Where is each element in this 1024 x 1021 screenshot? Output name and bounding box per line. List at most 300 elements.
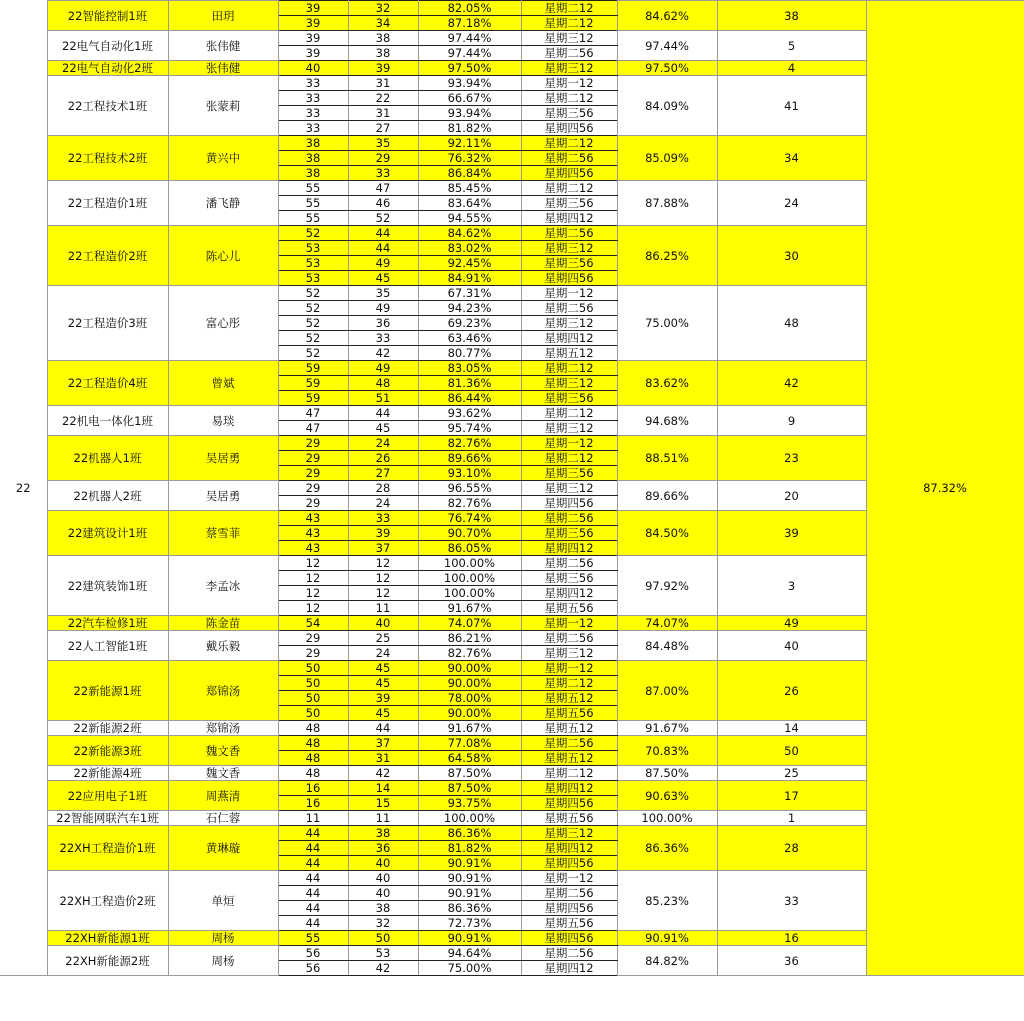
- class-name-cell[interactable]: 22汽车检修1班: [47, 616, 168, 631]
- enrolled-count-cell[interactable]: 52: [278, 316, 348, 331]
- present-count-cell[interactable]: 39: [348, 691, 418, 706]
- rank-cell[interactable]: 40: [717, 631, 866, 661]
- present-count-cell[interactable]: 44: [348, 721, 418, 736]
- class-name-cell[interactable]: 22电气自动化2班: [47, 61, 168, 76]
- present-count-cell[interactable]: 32: [348, 1, 418, 16]
- enrolled-count-cell[interactable]: 53: [278, 256, 348, 271]
- present-count-cell[interactable]: 38: [348, 901, 418, 916]
- present-count-cell[interactable]: 34: [348, 16, 418, 31]
- session-time-cell[interactable]: 星期三56: [521, 196, 617, 211]
- teacher-cell[interactable]: 郑锦汤: [168, 661, 278, 721]
- class-average-rate-cell[interactable]: 83.62%: [617, 361, 717, 406]
- present-count-cell[interactable]: 37: [348, 736, 418, 751]
- present-count-cell[interactable]: 44: [348, 241, 418, 256]
- enrolled-count-cell[interactable]: 44: [278, 826, 348, 841]
- class-average-rate-cell[interactable]: 87.88%: [617, 181, 717, 226]
- class-name-cell[interactable]: 22机器人2班: [47, 481, 168, 511]
- attendance-rate-cell[interactable]: 66.67%: [418, 91, 521, 106]
- rank-cell[interactable]: 33: [717, 871, 866, 931]
- class-average-rate-cell[interactable]: 86.25%: [617, 226, 717, 286]
- attendance-rate-cell[interactable]: 83.02%: [418, 241, 521, 256]
- teacher-cell[interactable]: 易琰: [168, 406, 278, 436]
- class-average-rate-cell[interactable]: 88.51%: [617, 436, 717, 481]
- present-count-cell[interactable]: 38: [348, 826, 418, 841]
- class-average-rate-cell[interactable]: 84.50%: [617, 511, 717, 556]
- present-count-cell[interactable]: 47: [348, 181, 418, 196]
- enrolled-count-cell[interactable]: 39: [278, 46, 348, 61]
- class-name-cell[interactable]: 22工程造价3班: [47, 286, 168, 361]
- session-time-cell[interactable]: 星期二12: [521, 181, 617, 196]
- teacher-cell[interactable]: 郑锦汤: [168, 721, 278, 736]
- attendance-rate-cell[interactable]: 97.44%: [418, 46, 521, 61]
- session-time-cell[interactable]: 星期四12: [521, 331, 617, 346]
- attendance-rate-cell[interactable]: 77.08%: [418, 736, 521, 751]
- class-average-rate-cell[interactable]: 84.48%: [617, 631, 717, 661]
- teacher-cell[interactable]: 周燕清: [168, 781, 278, 811]
- enrolled-count-cell[interactable]: 56: [278, 946, 348, 961]
- present-count-cell[interactable]: 36: [348, 316, 418, 331]
- enrolled-count-cell[interactable]: 54: [278, 616, 348, 631]
- rank-cell[interactable]: 24: [717, 181, 866, 226]
- class-name-cell[interactable]: 22智能网联汽车1班: [47, 811, 168, 826]
- present-count-cell[interactable]: 12: [348, 556, 418, 571]
- rank-cell[interactable]: 1: [717, 811, 866, 826]
- enrolled-count-cell[interactable]: 55: [278, 181, 348, 196]
- session-time-cell[interactable]: 星期二12: [521, 1, 617, 16]
- attendance-rate-cell[interactable]: 76.32%: [418, 151, 521, 166]
- class-average-rate-cell[interactable]: 84.62%: [617, 1, 717, 31]
- attendance-rate-cell[interactable]: 83.05%: [418, 361, 521, 376]
- attendance-rate-cell[interactable]: 87.50%: [418, 766, 521, 781]
- rank-cell[interactable]: 41: [717, 76, 866, 136]
- present-count-cell[interactable]: 29: [348, 151, 418, 166]
- present-count-cell[interactable]: 40: [348, 616, 418, 631]
- present-count-cell[interactable]: 42: [348, 346, 418, 361]
- enrolled-count-cell[interactable]: 55: [278, 196, 348, 211]
- attendance-rate-cell[interactable]: 89.66%: [418, 451, 521, 466]
- rank-cell[interactable]: 38: [717, 1, 866, 31]
- present-count-cell[interactable]: 33: [348, 166, 418, 181]
- class-name-cell[interactable]: 22工程技术1班: [47, 76, 168, 136]
- rank-cell[interactable]: 23: [717, 436, 866, 481]
- session-time-cell[interactable]: 星期四12: [521, 781, 617, 796]
- rank-cell[interactable]: 5: [717, 31, 866, 61]
- class-average-rate-cell[interactable]: 85.23%: [617, 871, 717, 931]
- rank-cell[interactable]: 30: [717, 226, 866, 286]
- enrolled-count-cell[interactable]: 38: [278, 151, 348, 166]
- enrolled-count-cell[interactable]: 44: [278, 901, 348, 916]
- session-time-cell[interactable]: 星期二56: [521, 631, 617, 646]
- present-count-cell[interactable]: 12: [348, 571, 418, 586]
- rank-cell[interactable]: 17: [717, 781, 866, 811]
- attendance-rate-cell[interactable]: 86.84%: [418, 166, 521, 181]
- class-name-cell[interactable]: 22新能源1班: [47, 661, 168, 721]
- attendance-rate-cell[interactable]: 69.23%: [418, 316, 521, 331]
- present-count-cell[interactable]: 45: [348, 421, 418, 436]
- enrolled-count-cell[interactable]: 43: [278, 541, 348, 556]
- session-time-cell[interactable]: 星期二12: [521, 451, 617, 466]
- session-time-cell[interactable]: 星期二56: [521, 226, 617, 241]
- enrolled-count-cell[interactable]: 33: [278, 121, 348, 136]
- enrolled-count-cell[interactable]: 48: [278, 766, 348, 781]
- present-count-cell[interactable]: 38: [348, 46, 418, 61]
- teacher-cell[interactable]: 张伟健: [168, 31, 278, 61]
- teacher-cell[interactable]: 戴乐毅: [168, 631, 278, 661]
- class-average-rate-cell[interactable]: 84.82%: [617, 946, 717, 976]
- attendance-rate-cell[interactable]: 93.94%: [418, 76, 521, 91]
- enrolled-count-cell[interactable]: 33: [278, 106, 348, 121]
- class-name-cell[interactable]: 22机器人1班: [47, 436, 168, 481]
- present-count-cell[interactable]: 26: [348, 451, 418, 466]
- attendance-rate-cell[interactable]: 90.00%: [418, 661, 521, 676]
- rank-cell[interactable]: 36: [717, 946, 866, 976]
- session-time-cell[interactable]: 星期五12: [521, 751, 617, 766]
- attendance-rate-cell[interactable]: 90.00%: [418, 706, 521, 721]
- present-count-cell[interactable]: 14: [348, 781, 418, 796]
- present-count-cell[interactable]: 33: [348, 511, 418, 526]
- attendance-rate-cell[interactable]: 94.64%: [418, 946, 521, 961]
- session-time-cell[interactable]: 星期三12: [521, 376, 617, 391]
- enrolled-count-cell[interactable]: 52: [278, 331, 348, 346]
- present-count-cell[interactable]: 42: [348, 766, 418, 781]
- class-name-cell[interactable]: 22XH工程造价1班: [47, 826, 168, 871]
- attendance-rate-cell[interactable]: 100.00%: [418, 811, 521, 826]
- enrolled-count-cell[interactable]: 59: [278, 361, 348, 376]
- enrolled-count-cell[interactable]: 55: [278, 211, 348, 226]
- attendance-rate-cell[interactable]: 100.00%: [418, 586, 521, 601]
- attendance-rate-cell[interactable]: 90.91%: [418, 856, 521, 871]
- enrolled-count-cell[interactable]: 43: [278, 511, 348, 526]
- present-count-cell[interactable]: 24: [348, 496, 418, 511]
- enrolled-count-cell[interactable]: 53: [278, 241, 348, 256]
- present-count-cell[interactable]: 15: [348, 796, 418, 811]
- attendance-rate-cell[interactable]: 97.44%: [418, 31, 521, 46]
- session-time-cell[interactable]: 星期三12: [521, 316, 617, 331]
- attendance-rate-cell[interactable]: 74.07%: [418, 616, 521, 631]
- rank-cell[interactable]: 14: [717, 721, 866, 736]
- attendance-rate-cell[interactable]: 96.55%: [418, 481, 521, 496]
- session-time-cell[interactable]: 星期三12: [521, 481, 617, 496]
- teacher-cell[interactable]: 潘飞静: [168, 181, 278, 226]
- attendance-rate-cell[interactable]: 91.67%: [418, 721, 521, 736]
- teacher-cell[interactable]: 李孟冰: [168, 556, 278, 616]
- class-average-rate-cell[interactable]: 90.91%: [617, 931, 717, 946]
- rank-cell[interactable]: 28: [717, 826, 866, 871]
- enrolled-count-cell[interactable]: 29: [278, 496, 348, 511]
- class-average-rate-cell[interactable]: 97.92%: [617, 556, 717, 616]
- session-time-cell[interactable]: 星期三12: [521, 31, 617, 46]
- session-time-cell[interactable]: 星期二12: [521, 136, 617, 151]
- rank-cell[interactable]: 48: [717, 286, 866, 361]
- present-count-cell[interactable]: 49: [348, 301, 418, 316]
- enrolled-count-cell[interactable]: 12: [278, 601, 348, 616]
- session-time-cell[interactable]: 星期三56: [521, 526, 617, 541]
- class-name-cell[interactable]: 22建筑装饰1班: [47, 556, 168, 616]
- attendance-rate-cell[interactable]: 86.36%: [418, 826, 521, 841]
- enrolled-count-cell[interactable]: 52: [278, 301, 348, 316]
- present-count-cell[interactable]: 28: [348, 481, 418, 496]
- rank-cell[interactable]: 16: [717, 931, 866, 946]
- present-count-cell[interactable]: 38: [348, 31, 418, 46]
- enrolled-count-cell[interactable]: 39: [278, 1, 348, 16]
- session-time-cell[interactable]: 星期四56: [521, 271, 617, 286]
- class-name-cell[interactable]: 22电气自动化1班: [47, 31, 168, 61]
- session-time-cell[interactable]: 星期四56: [521, 931, 617, 946]
- class-average-rate-cell[interactable]: 85.09%: [617, 136, 717, 181]
- session-time-cell[interactable]: 星期五12: [521, 346, 617, 361]
- enrolled-count-cell[interactable]: 43: [278, 526, 348, 541]
- rank-cell[interactable]: 39: [717, 511, 866, 556]
- present-count-cell[interactable]: 45: [348, 676, 418, 691]
- present-count-cell[interactable]: 45: [348, 706, 418, 721]
- present-count-cell[interactable]: 12: [348, 586, 418, 601]
- attendance-rate-cell[interactable]: 67.31%: [418, 286, 521, 301]
- class-name-cell[interactable]: 22新能源3班: [47, 736, 168, 766]
- attendance-rate-cell[interactable]: 83.64%: [418, 196, 521, 211]
- present-count-cell[interactable]: 52: [348, 211, 418, 226]
- session-time-cell[interactable]: 星期一12: [521, 76, 617, 91]
- class-average-rate-cell[interactable]: 87.00%: [617, 661, 717, 721]
- session-time-cell[interactable]: 星期二56: [521, 301, 617, 316]
- attendance-rate-cell[interactable]: 87.50%: [418, 781, 521, 796]
- session-time-cell[interactable]: 星期四56: [521, 121, 617, 136]
- present-count-cell[interactable]: 31: [348, 106, 418, 121]
- enrolled-count-cell[interactable]: 48: [278, 721, 348, 736]
- teacher-cell[interactable]: 富心彤: [168, 286, 278, 361]
- session-time-cell[interactable]: 星期五56: [521, 601, 617, 616]
- enrolled-count-cell[interactable]: 47: [278, 421, 348, 436]
- enrolled-count-cell[interactable]: 44: [278, 856, 348, 871]
- teacher-cell[interactable]: 陈心儿: [168, 226, 278, 286]
- attendance-rate-cell[interactable]: 81.36%: [418, 376, 521, 391]
- attendance-rate-cell[interactable]: 78.00%: [418, 691, 521, 706]
- enrolled-count-cell[interactable]: 55: [278, 931, 348, 946]
- session-time-cell[interactable]: 星期四12: [521, 586, 617, 601]
- attendance-rate-cell[interactable]: 90.91%: [418, 931, 521, 946]
- rank-cell[interactable]: 3: [717, 556, 866, 616]
- present-count-cell[interactable]: 11: [348, 601, 418, 616]
- attendance-rate-cell[interactable]: 80.77%: [418, 346, 521, 361]
- class-name-cell[interactable]: 22应用电子1班: [47, 781, 168, 811]
- attendance-rate-cell[interactable]: 76.74%: [418, 511, 521, 526]
- present-count-cell[interactable]: 46: [348, 196, 418, 211]
- enrolled-count-cell[interactable]: 33: [278, 76, 348, 91]
- class-average-rate-cell[interactable]: 84.09%: [617, 76, 717, 136]
- teacher-cell[interactable]: 吴居勇: [168, 436, 278, 481]
- attendance-rate-cell[interactable]: 82.76%: [418, 436, 521, 451]
- attendance-rate-cell[interactable]: 75.00%: [418, 961, 521, 976]
- session-time-cell[interactable]: 星期四12: [521, 961, 617, 976]
- present-count-cell[interactable]: 25: [348, 631, 418, 646]
- class-average-rate-cell[interactable]: 89.66%: [617, 481, 717, 511]
- teacher-cell[interactable]: 黄兴中: [168, 136, 278, 181]
- present-count-cell[interactable]: 22: [348, 91, 418, 106]
- teacher-cell[interactable]: 石仁蓉: [168, 811, 278, 826]
- attendance-rate-cell[interactable]: 94.23%: [418, 301, 521, 316]
- attendance-rate-cell[interactable]: 86.05%: [418, 541, 521, 556]
- session-time-cell[interactable]: 星期二56: [521, 46, 617, 61]
- session-time-cell[interactable]: 星期三56: [521, 106, 617, 121]
- present-count-cell[interactable]: 42: [348, 961, 418, 976]
- rank-cell[interactable]: 4: [717, 61, 866, 76]
- present-count-cell[interactable]: 11: [348, 811, 418, 826]
- attendance-rate-cell[interactable]: 84.91%: [418, 271, 521, 286]
- present-count-cell[interactable]: 27: [348, 121, 418, 136]
- class-name-cell[interactable]: 22智能控制1班: [47, 1, 168, 31]
- teacher-cell[interactable]: 吴居勇: [168, 481, 278, 511]
- class-name-cell[interactable]: 22工程技术2班: [47, 136, 168, 181]
- class-name-cell[interactable]: 22建筑设计1班: [47, 511, 168, 556]
- rank-cell[interactable]: 34: [717, 136, 866, 181]
- enrolled-count-cell[interactable]: 44: [278, 916, 348, 931]
- teacher-cell[interactable]: 单烜: [168, 871, 278, 931]
- session-time-cell[interactable]: 星期一12: [521, 436, 617, 451]
- attendance-rate-cell[interactable]: 90.91%: [418, 871, 521, 886]
- enrolled-count-cell[interactable]: 50: [278, 661, 348, 676]
- present-count-cell[interactable]: 51: [348, 391, 418, 406]
- attendance-rate-cell[interactable]: 82.76%: [418, 496, 521, 511]
- class-average-rate-cell[interactable]: 94.68%: [617, 406, 717, 436]
- present-count-cell[interactable]: 44: [348, 406, 418, 421]
- session-time-cell[interactable]: 星期五12: [521, 691, 617, 706]
- enrolled-count-cell[interactable]: 52: [278, 286, 348, 301]
- enrolled-count-cell[interactable]: 50: [278, 676, 348, 691]
- enrolled-count-cell[interactable]: 39: [278, 31, 348, 46]
- attendance-rate-cell[interactable]: 91.67%: [418, 601, 521, 616]
- teacher-cell[interactable]: 田玥: [168, 1, 278, 31]
- teacher-cell[interactable]: 黄琳璇: [168, 826, 278, 871]
- present-count-cell[interactable]: 32: [348, 916, 418, 931]
- session-time-cell[interactable]: 星期二12: [521, 91, 617, 106]
- enrolled-count-cell[interactable]: 16: [278, 781, 348, 796]
- present-count-cell[interactable]: 40: [348, 871, 418, 886]
- session-time-cell[interactable]: 星期二12: [521, 16, 617, 31]
- present-count-cell[interactable]: 31: [348, 751, 418, 766]
- attendance-rate-cell[interactable]: 63.46%: [418, 331, 521, 346]
- enrolled-count-cell[interactable]: 48: [278, 736, 348, 751]
- session-time-cell[interactable]: 星期三56: [521, 391, 617, 406]
- class-name-cell[interactable]: 22XH新能源1班: [47, 931, 168, 946]
- present-count-cell[interactable]: 24: [348, 436, 418, 451]
- enrolled-count-cell[interactable]: 29: [278, 466, 348, 481]
- rank-cell[interactable]: 9: [717, 406, 866, 436]
- overall-rate-cell[interactable]: 87.32%: [866, 1, 1024, 976]
- enrolled-count-cell[interactable]: 29: [278, 436, 348, 451]
- attendance-rate-cell[interactable]: 82.05%: [418, 1, 521, 16]
- rank-cell[interactable]: 49: [717, 616, 866, 631]
- teacher-cell[interactable]: 魏文香: [168, 766, 278, 781]
- enrolled-count-cell[interactable]: 52: [278, 226, 348, 241]
- enrolled-count-cell[interactable]: 16: [278, 796, 348, 811]
- attendance-rate-cell[interactable]: 82.76%: [418, 646, 521, 661]
- teacher-cell[interactable]: 张伟健: [168, 61, 278, 76]
- attendance-rate-cell[interactable]: 93.10%: [418, 466, 521, 481]
- session-time-cell[interactable]: 星期三12: [521, 61, 617, 76]
- class-name-cell[interactable]: 22新能源2班: [47, 721, 168, 736]
- class-average-rate-cell[interactable]: 75.00%: [617, 286, 717, 361]
- teacher-cell[interactable]: 陈金苗: [168, 616, 278, 631]
- class-average-rate-cell[interactable]: 87.50%: [617, 766, 717, 781]
- attendance-rate-cell[interactable]: 86.36%: [418, 901, 521, 916]
- session-time-cell[interactable]: 星期五56: [521, 706, 617, 721]
- present-count-cell[interactable]: 35: [348, 136, 418, 151]
- enrolled-count-cell[interactable]: 38: [278, 136, 348, 151]
- session-time-cell[interactable]: 星期五56: [521, 916, 617, 931]
- session-time-cell[interactable]: 星期二56: [521, 151, 617, 166]
- session-time-cell[interactable]: 星期三12: [521, 826, 617, 841]
- class-name-cell[interactable]: 22新能源4班: [47, 766, 168, 781]
- enrolled-count-cell[interactable]: 59: [278, 376, 348, 391]
- class-average-rate-cell[interactable]: 86.36%: [617, 826, 717, 871]
- attendance-rate-cell[interactable]: 81.82%: [418, 841, 521, 856]
- enrolled-count-cell[interactable]: 59: [278, 391, 348, 406]
- attendance-rate-cell[interactable]: 92.11%: [418, 136, 521, 151]
- enrolled-count-cell[interactable]: 12: [278, 586, 348, 601]
- present-count-cell[interactable]: 40: [348, 856, 418, 871]
- attendance-rate-cell[interactable]: 93.62%: [418, 406, 521, 421]
- enrolled-count-cell[interactable]: 11: [278, 811, 348, 826]
- attendance-rate-cell[interactable]: 90.70%: [418, 526, 521, 541]
- enrolled-count-cell[interactable]: 50: [278, 706, 348, 721]
- enrolled-count-cell[interactable]: 50: [278, 691, 348, 706]
- session-time-cell[interactable]: 星期五56: [521, 811, 617, 826]
- class-name-cell[interactable]: 22XH工程造价2班: [47, 871, 168, 931]
- class-name-cell[interactable]: 22XH新能源2班: [47, 946, 168, 976]
- present-count-cell[interactable]: 50: [348, 931, 418, 946]
- attendance-rate-cell[interactable]: 93.75%: [418, 796, 521, 811]
- session-time-cell[interactable]: 星期二12: [521, 361, 617, 376]
- enrolled-count-cell[interactable]: 29: [278, 481, 348, 496]
- teacher-cell[interactable]: 曾斌: [168, 361, 278, 406]
- session-time-cell[interactable]: 星期四56: [521, 901, 617, 916]
- attendance-rate-cell[interactable]: 100.00%: [418, 571, 521, 586]
- class-average-rate-cell[interactable]: 100.00%: [617, 811, 717, 826]
- attendance-rate-cell[interactable]: 90.91%: [418, 886, 521, 901]
- present-count-cell[interactable]: 45: [348, 271, 418, 286]
- enrolled-count-cell[interactable]: 39: [278, 16, 348, 31]
- session-time-cell[interactable]: 星期四56: [521, 166, 617, 181]
- teacher-cell[interactable]: 周杨: [168, 931, 278, 946]
- attendance-rate-cell[interactable]: 81.82%: [418, 121, 521, 136]
- attendance-rate-cell[interactable]: 84.62%: [418, 226, 521, 241]
- enrolled-count-cell[interactable]: 29: [278, 646, 348, 661]
- session-time-cell[interactable]: 星期三12: [521, 421, 617, 436]
- class-average-rate-cell[interactable]: 97.44%: [617, 31, 717, 61]
- class-average-rate-cell[interactable]: 74.07%: [617, 616, 717, 631]
- enrolled-count-cell[interactable]: 29: [278, 631, 348, 646]
- session-time-cell[interactable]: 星期二56: [521, 886, 617, 901]
- enrolled-count-cell[interactable]: 44: [278, 886, 348, 901]
- session-time-cell[interactable]: 星期一12: [521, 661, 617, 676]
- enrolled-count-cell[interactable]: 38: [278, 166, 348, 181]
- teacher-cell[interactable]: 蔡雪菲: [168, 511, 278, 556]
- present-count-cell[interactable]: 48: [348, 376, 418, 391]
- attendance-rate-cell[interactable]: 64.58%: [418, 751, 521, 766]
- enrolled-count-cell[interactable]: 56: [278, 961, 348, 976]
- class-name-cell[interactable]: 22工程造价2班: [47, 226, 168, 286]
- session-time-cell[interactable]: 星期四56: [521, 856, 617, 871]
- session-time-cell[interactable]: 星期二12: [521, 676, 617, 691]
- session-time-cell[interactable]: 星期三56: [521, 466, 617, 481]
- rank-cell[interactable]: 26: [717, 661, 866, 721]
- rank-cell[interactable]: 20: [717, 481, 866, 511]
- session-time-cell[interactable]: 星期四56: [521, 496, 617, 511]
- session-time-cell[interactable]: 星期三12: [521, 241, 617, 256]
- rank-cell[interactable]: 50: [717, 736, 866, 766]
- attendance-rate-cell[interactable]: 100.00%: [418, 556, 521, 571]
- session-time-cell[interactable]: 星期一12: [521, 286, 617, 301]
- attendance-rate-cell[interactable]: 95.74%: [418, 421, 521, 436]
